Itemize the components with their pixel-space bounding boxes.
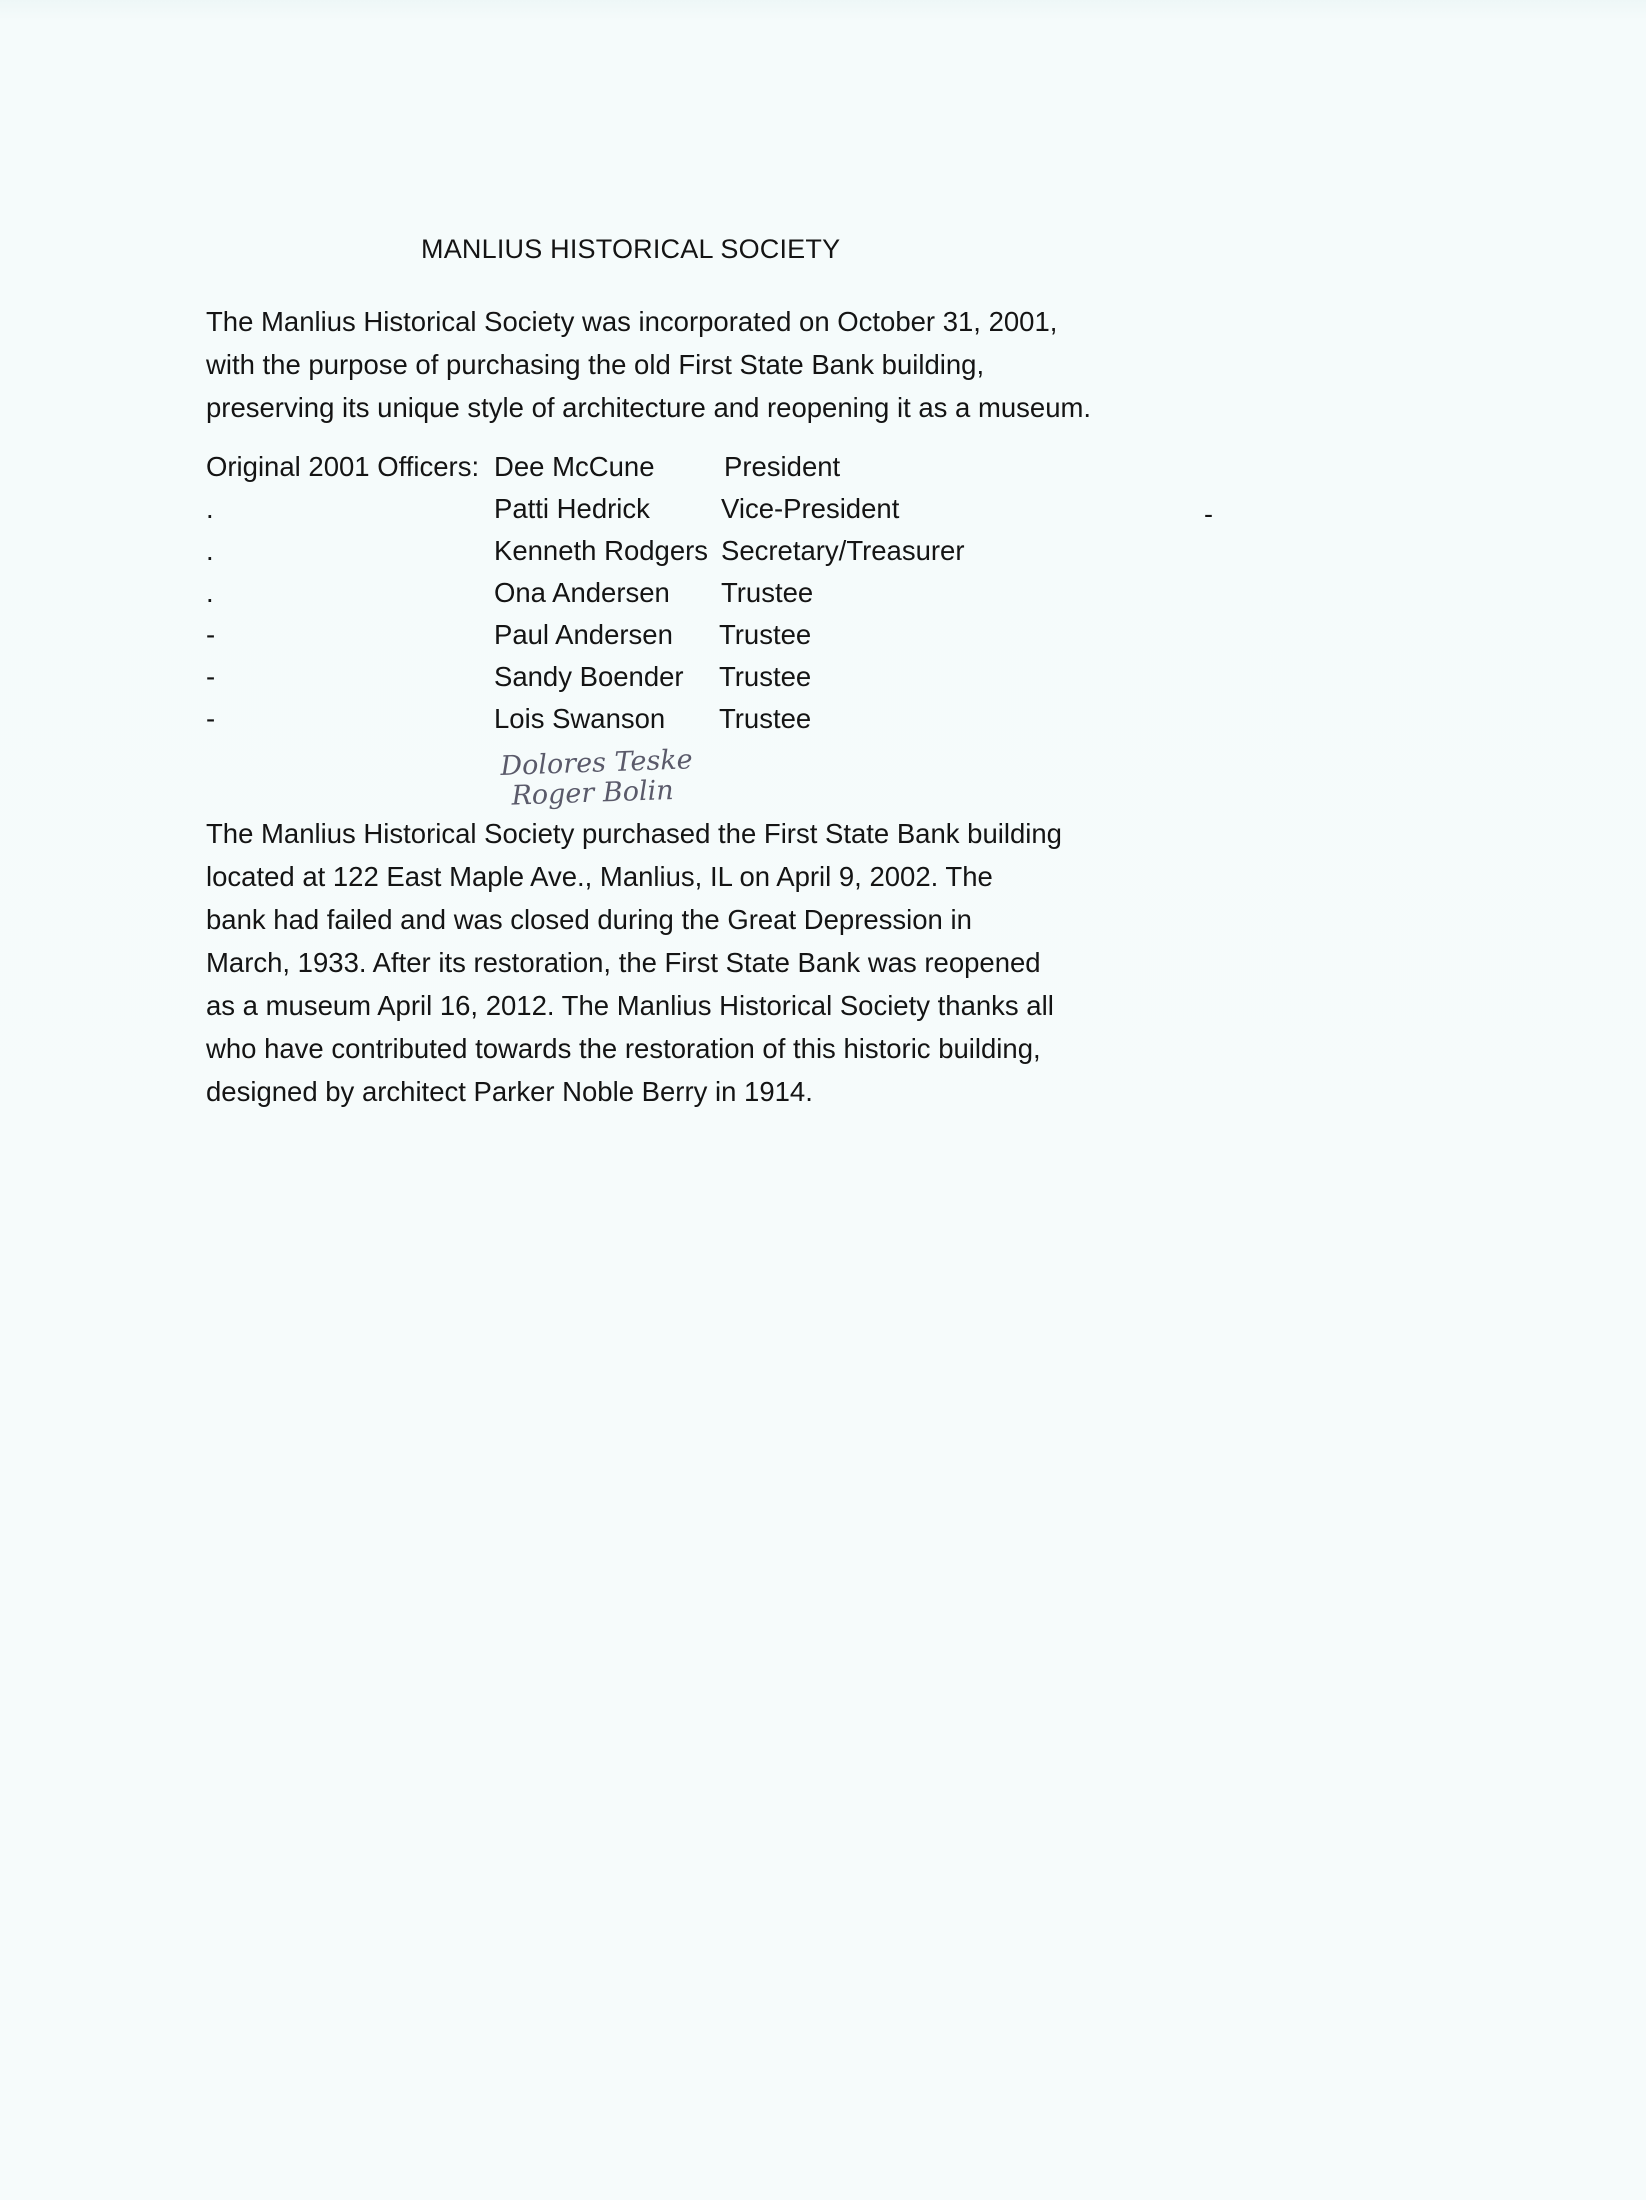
officer-role: President [724, 451, 841, 482]
row-marker: - [206, 661, 216, 692]
history-line: March, 1933. After its restoration, the First State Bank was reopened [206, 947, 1041, 978]
handwritten-name: Roger Bolin [511, 774, 675, 812]
officer-name: Sandy Boender [494, 661, 684, 692]
history-line: bank had failed and was closed during the Great Depression in [206, 904, 972, 935]
row-marker: - [206, 703, 216, 734]
officer-name: Ona Andersen [494, 577, 670, 608]
handwritten-annotation [500, 745, 694, 812]
history-paragraph [206, 812, 1062, 1113]
history-line: The Manlius Historical Society purchased the First State Bank building [206, 818, 1062, 849]
intro-paragraph [206, 300, 1091, 429]
officer-role: Trustee [719, 661, 812, 692]
row-marker: . [206, 535, 214, 566]
officer-role: Vice-President [721, 493, 900, 524]
officer-name: Lois Swanson [494, 703, 666, 734]
officer-role: Trustee [721, 577, 814, 608]
handwritten-name: Dolores Teske [499, 744, 694, 782]
stray-mark: - [1204, 499, 1213, 529]
officer-role: Trustee [719, 703, 812, 734]
officer-name: Kenneth Rodgers [494, 535, 709, 566]
history-line: as a museum April 16, 2012. The Manlius Historical Society thanks all [206, 990, 1054, 1021]
officer-name: Paul Andersen [494, 619, 673, 650]
officer-name: Patti Hedrick [494, 493, 650, 524]
history-line: designed by architect Parker Noble Berry in 1914. [206, 1076, 813, 1107]
history-line: located at 122 East Maple Ave., Manlius, IL on April 9, 2002. The [206, 861, 993, 892]
document-title: MANLIUS HISTORICAL SOCIETY [421, 234, 841, 264]
history-line: who have contributed towards the restoration of this historic building, [206, 1033, 1041, 1064]
intro-line: preserving its unique style of architecture and reopening it as a museum. [206, 392, 1092, 423]
officers-heading: Original 2001 Officers: [206, 451, 480, 482]
officer-role: Trustee [719, 619, 812, 650]
officer-name: Dee McCune [494, 451, 655, 482]
row-marker: - [206, 619, 216, 650]
row-marker: . [206, 493, 214, 524]
officer-role: Secretary/Treasurer [721, 535, 965, 566]
intro-line: The Manlius Historical Society was incorporated on October 31, 2001, [206, 306, 1058, 337]
row-marker: . [206, 577, 214, 608]
intro-line: with the purpose of purchasing the old First State Bank building, [206, 349, 985, 380]
